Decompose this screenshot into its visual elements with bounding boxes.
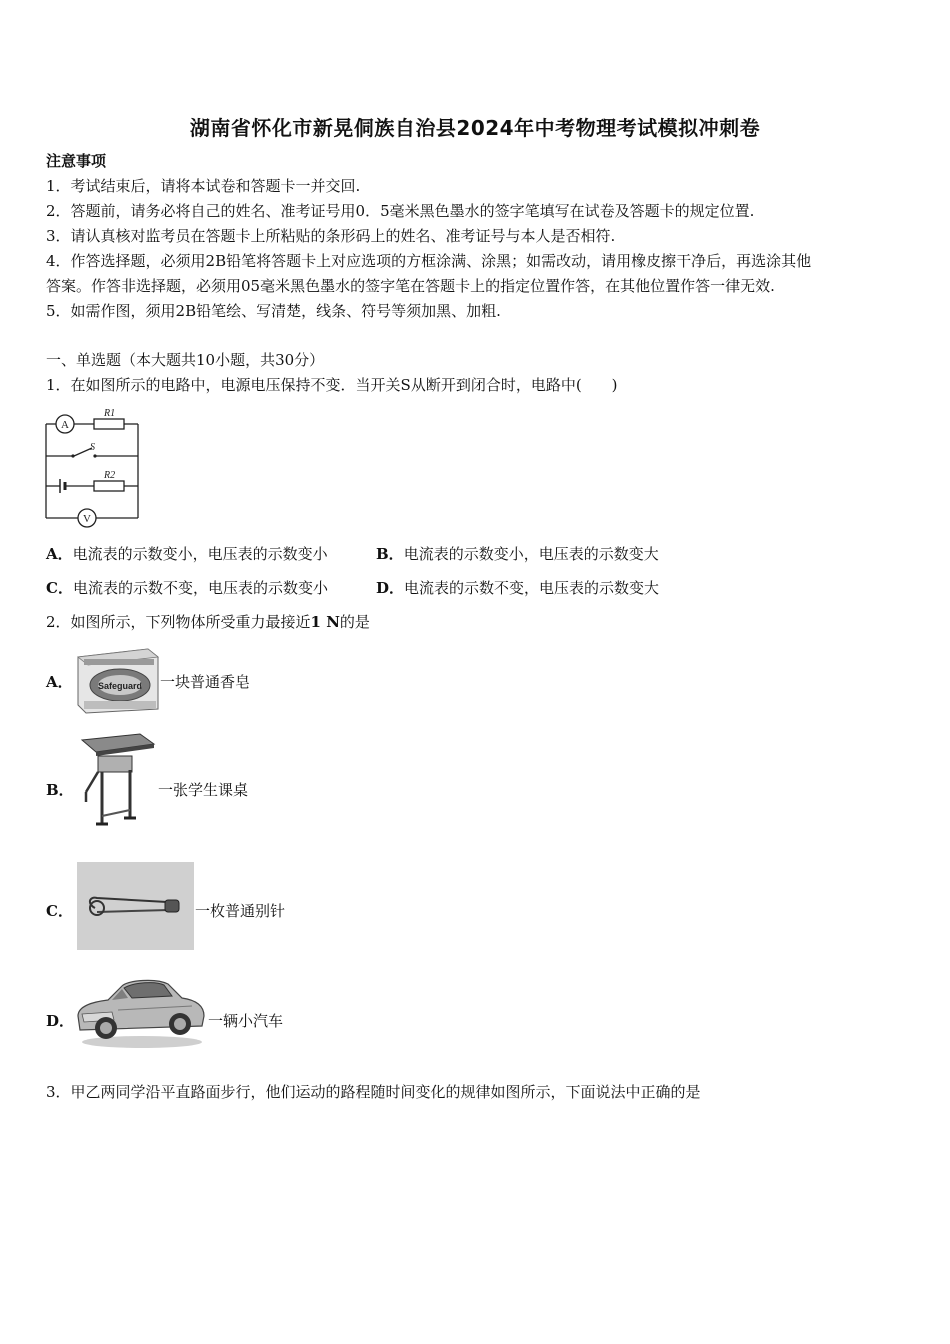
soap-brand-text: Safeguard xyxy=(97,681,143,691)
safety-pin-image xyxy=(77,862,194,950)
exam-title: 湖南省怀化市新晃侗族自治县2024年中考物理考试模拟冲刺卷 xyxy=(189,116,761,140)
circuit-diagram xyxy=(40,406,145,528)
notice-item: 1．考试结束后，请将本试卷和答题卡一并交回. xyxy=(46,177,361,195)
q1-options-row-1 xyxy=(46,544,659,564)
q2-stem xyxy=(46,612,370,632)
notice-heading: 注意事项 xyxy=(46,152,107,170)
option-text: 电流表的示数不变，电压表的示数变小 xyxy=(72,579,328,597)
option-text: 一辆小汽车 xyxy=(208,1012,284,1030)
desk-image xyxy=(78,732,158,832)
switch-label: S xyxy=(90,442,95,453)
option-text: 电流表的示数变小，电压表的示数变大 xyxy=(403,545,659,563)
option-text: 电流表的示数不变，电压表的示数变大 xyxy=(404,579,660,597)
notice-item: 3．请认真核对监考员在答题卡上所粘贴的条形码上的姓名、准考证号与本人是否相符. xyxy=(46,227,616,245)
q2-stem-pre: 2．如图所示，下列物体所受重力最接近 xyxy=(46,613,311,631)
voltmeter-label: V xyxy=(83,513,91,525)
option-letter: B． xyxy=(376,545,404,563)
option-letter: D． xyxy=(376,579,405,597)
soap-image xyxy=(74,645,160,715)
option-letter: C． xyxy=(46,579,73,597)
r2-label: R2 xyxy=(104,470,116,481)
q2-stem-unit: 1 N xyxy=(310,613,340,631)
car-image xyxy=(72,970,208,1050)
notice-item: 5．如需作图，须用2B铅笔绘、写清楚，线条、符号等须加黑、加粗. xyxy=(46,302,501,320)
q1-stem: 1．在如图所示的电路中，电源电压保持不变．当开关S从断开到闭合时，电路中( ) xyxy=(46,376,618,394)
q2-stem-post: 的是 xyxy=(339,613,370,631)
notice-item: 答案。作答非选择题，必须用05毫米黑色墨水的签字笔在答题卡上的指定位置作答，在其他位置作答一律无效. xyxy=(46,277,775,295)
q3-stem: 3．甲乙两同学沿平直路面步行，他们运动的路程随时间变化的规律如图所示，下面说法中正确的是 xyxy=(46,1083,701,1101)
option-letter: A． xyxy=(46,545,73,563)
option-text: 一块普通香皂 xyxy=(160,673,251,691)
option-text: 一枚普通别针 xyxy=(195,902,286,920)
option-letter: C． xyxy=(46,902,73,920)
ammeter-label: A xyxy=(61,419,69,431)
section-heading: 一、单选题（本大题共10小题，共30分） xyxy=(46,351,325,369)
option-text: 一张学生课桌 xyxy=(158,781,249,799)
r1-label: R1 xyxy=(104,408,116,419)
q1-options-row-2 xyxy=(46,578,660,598)
option-letter: A． xyxy=(46,673,73,691)
notice-item: 2．答题前，请务必将自己的姓名、准考证号用0．5毫米黑色墨水的签字笔填写在试卷及答题卡的规定位置. xyxy=(46,202,755,220)
option-letter: B． xyxy=(46,781,74,799)
option-letter: D． xyxy=(46,1012,75,1030)
option-text: 电流表的示数变小，电压表的示数变小 xyxy=(72,545,328,563)
notice-item: 4．作答选择题，必须用2B铅笔将答题卡上对应选项的方框涂满、涂黑；如需改动，请用橡皮擦干净后，再选涂其他 xyxy=(46,252,812,270)
